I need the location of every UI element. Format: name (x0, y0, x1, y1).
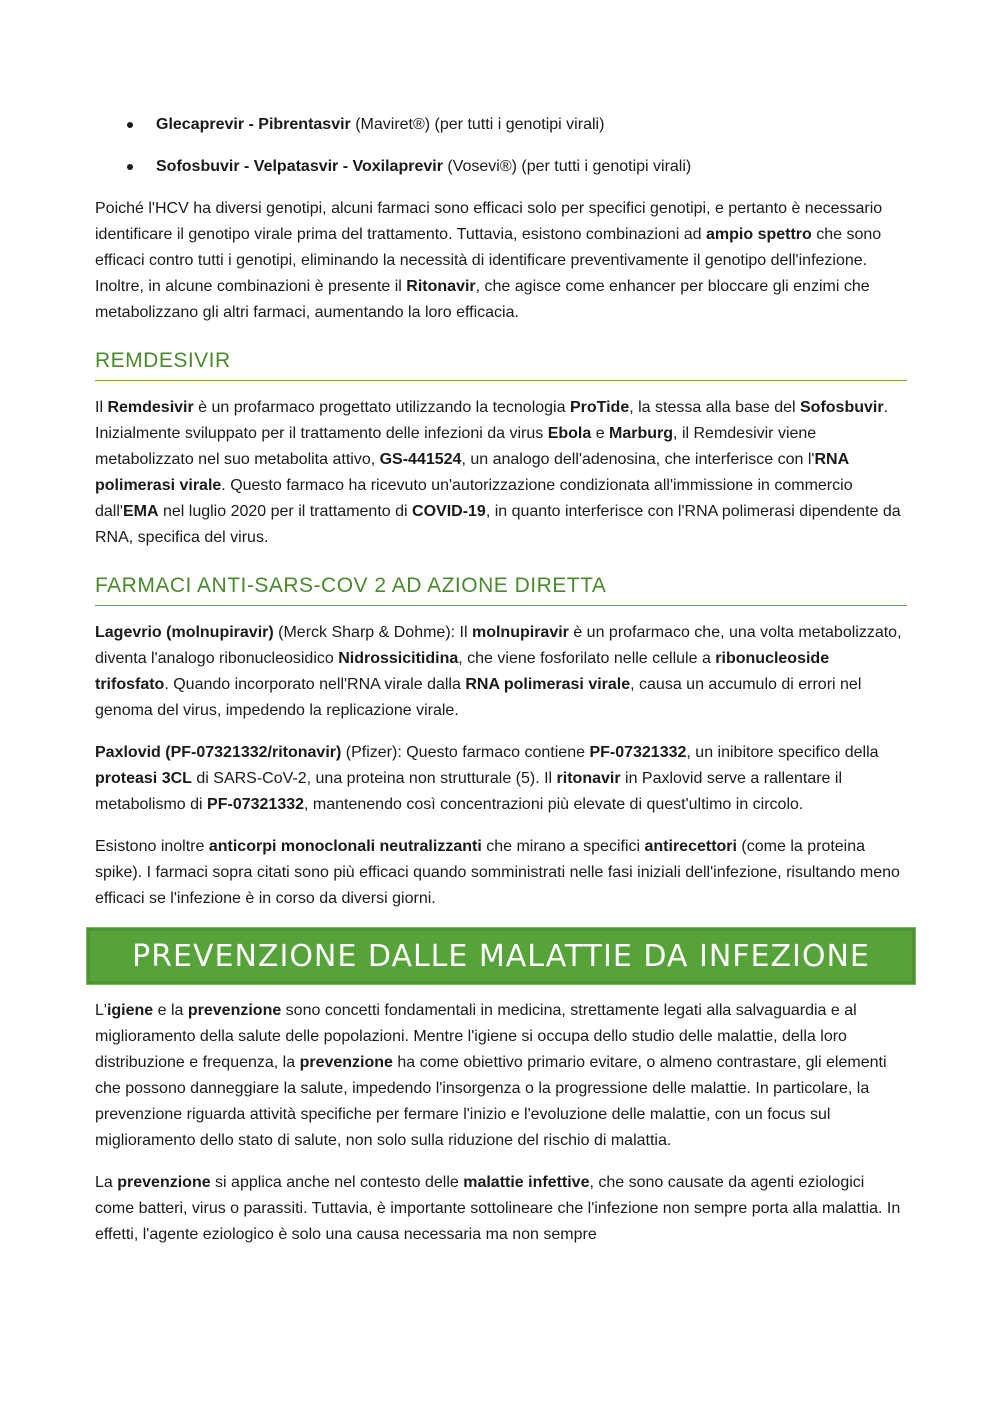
bullet-icon (127, 164, 133, 170)
section-heading-remdesivir: REMDESIVIR (95, 346, 907, 381)
hcv-genotype-paragraph: Poiché l'HCV ha diversi genotipi, alcuni farmaci sono efficaci solo per specifici genotipi, e pertanto è necessario identificare il genotipo virale prima del trattamento. Tuttavia, esistono combinazioni ad ampio spettro che sono efficaci contro tutti i genotipi, eliminando la necessità di identificare preventivamente il genotipo dell'infezione. Inoltre, in alcune combinazioni è presente il Ritonavir, che agisce come enhancer per bloccare gli enzimi che metabolizzano gli altri farmaci, aumentando la loro efficacia. (95, 200, 883, 321)
paxlovid-paragraph: Paxlovid (PF-07321332/ritonavir) (Pfizer): Questo farmaco contiene PF-07321332, un inibitore specifico della proteasi 3CL di SARS-CoV-2, una proteina non strutturale (5). Il ritonavir in Paxlovid serve a rallentare il metabolismo di PF-07321332, mantenendo così concentrazioni più elevate di quest'ultimo in circolo. (95, 744, 879, 813)
drug-combination-list (95, 112, 907, 180)
document-page (95, 112, 907, 1264)
infectious-prevention-paragraph: La prevenzione si applica anche nel contesto delle malattie infettive, che sono causate da agenti eziologici come batteri, virus o parassiti. Tuttavia, è importante sottolineare che l'infezione non sempre porta alla malattia. In effetti, l'agente eziologico è solo una causa necessaria ma non sempre (95, 1174, 901, 1243)
chapter-banner (87, 928, 915, 984)
drug-description: (Maviret®) (per tutti i genotipi virali) (350, 116, 605, 133)
section-heading-antisars: FARMACI ANTI-SARS-COV 2 AD AZIONE DIRETTA (95, 571, 907, 606)
remdesivir-paragraph: Il Remdesivir è un profarmaco progettato utilizzando la tecnologia ProTide, la stessa alla base del Sofosbuvir. Inizialmente sviluppato per il trattamento delle infezioni da virus Ebola e Marburg, il Remdesivir viene metabolizzato nel suo metabolita attivo, GS-441524, un analogo dell'adenosina, che interferisce con l'RNA polimerasi virale. Questo farmaco ha ricevuto un'autorizzazione condizionata all'immissione in commercio dall'EMA nel luglio 2020 per il trattamento di COVID-19, in quanto interferisce con l'RNA polimerasi dipendente da RNA, specifica del virus. (95, 399, 901, 546)
drug-name: Sofosbuvir - Velpatasvir - Voxilaprevir (156, 158, 443, 175)
drug-description: (Vosevi®) (per tutti i genotipi virali) (442, 158, 692, 175)
bullet-icon (127, 122, 133, 128)
lagevrio-paragraph: Lagevrio (molnupiravir) (Merck Sharp & Dohme): Il molnupiravir è un profarmaco che, una volta metabolizzato, diventa l'analogo ribonucleosidico Nidrossicitidina, che viene fosforilato nelle cellule a ribonucleoside trifosfato. Quando incorporato nell'RNA virale dalla RNA polimerasi virale, causa un accumulo di errori nel genoma del virus, impedendo la replicazione virale. (95, 624, 902, 719)
list-item (95, 154, 907, 180)
chapter-title: PREVENZIONE DALLE MALATTIE DA INFEZIONE (132, 938, 870, 974)
drug-name: Glecaprevir - Pibrentasvir (156, 116, 351, 133)
antibodies-paragraph: Esistono inoltre anticorpi monoclonali neutralizzanti che mirano a specifici antirecettori (come la proteina spike). I farmaci sopra citati sono più efficaci quando somministrati nelle fasi iniziali dell'infezione, risultando meno efficaci se l'infezione è in corso da diversi giorni. (95, 838, 900, 907)
prevention-paragraph: L'igiene e la prevenzione sono concetti fondamentali in medicina, strettamente legati alla salvaguardia e al miglioramento della salute delle popolazioni. Mentre l'igiene si occupa dello studio delle malattie, della loro distribuzione e frequenza, la prevenzione ha come obiettivo primario evitare, o almeno contrastare, gli elementi che possono danneggiare la salute, impedendo l'insorgenza o la progressione delle malattie. In particolare, la prevenzione riguarda attività specifiche per fermare l'inizio e l'evoluzione delle malattie, con un focus sul miglioramento dello stato di salute, non solo sulla riduzione del rischio di malattia. (95, 1002, 887, 1149)
list-item (95, 112, 907, 138)
